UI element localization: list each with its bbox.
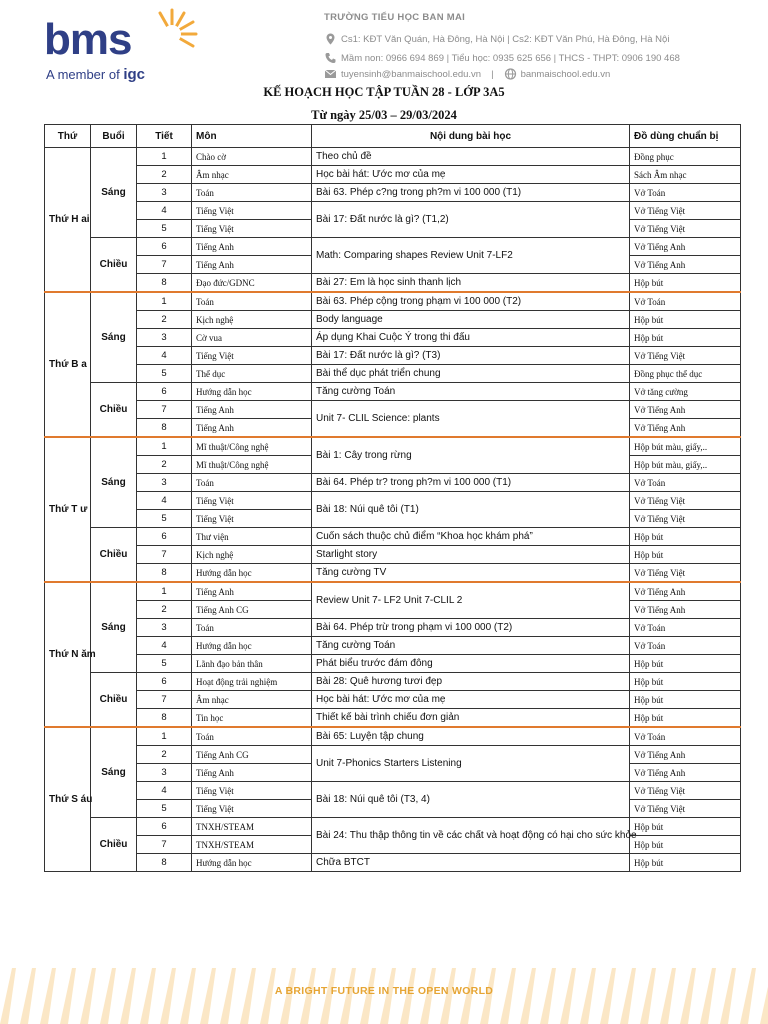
subject-cell: Tiếng Anh bbox=[192, 401, 312, 419]
period-cell: 3 bbox=[137, 619, 192, 637]
email-text[interactable]: tuyensinh@banmaischool.edu.vn bbox=[341, 68, 482, 80]
materials-cell: Hộp bút bbox=[630, 709, 741, 728]
materials-cell: Sách Âm nhạc bbox=[630, 166, 741, 184]
header-day: Thứ bbox=[45, 125, 91, 148]
website-text[interactable]: banmaischool.edu.vn bbox=[520, 68, 611, 80]
materials-cell: Vở Tiếng Việt bbox=[630, 202, 741, 220]
period-cell: 7 bbox=[137, 546, 192, 564]
period-cell: 8 bbox=[137, 854, 192, 872]
day-cell: Thứ H ai bbox=[45, 148, 91, 293]
subject-cell: Chào cờ bbox=[192, 148, 312, 166]
period-cell: 1 bbox=[137, 727, 192, 746]
materials-cell: Hộp bút bbox=[630, 673, 741, 691]
subject-cell: Lãnh đạo bản thân bbox=[192, 655, 312, 673]
materials-cell: Vở tăng cường bbox=[630, 383, 741, 401]
period-cell: 4 bbox=[137, 637, 192, 655]
subject-cell: Âm nhạc bbox=[192, 166, 312, 184]
materials-cell: Vở Tiếng Anh bbox=[630, 601, 741, 619]
period-cell: 8 bbox=[137, 419, 192, 438]
materials-cell: Vở Tiếng Anh bbox=[630, 256, 741, 274]
table-row bbox=[45, 582, 741, 601]
table-row bbox=[45, 854, 741, 872]
session-cell: Sáng bbox=[91, 437, 137, 528]
materials-cell: Hộp bút bbox=[630, 311, 741, 329]
period-cell: 1 bbox=[137, 292, 192, 311]
period-cell: 7 bbox=[137, 256, 192, 274]
subject-cell: Thư viện bbox=[192, 528, 312, 546]
table-row bbox=[45, 673, 741, 691]
table-row bbox=[45, 637, 741, 655]
bms-logo bbox=[44, 16, 204, 86]
period-cell: 4 bbox=[137, 492, 192, 510]
table-header-row bbox=[45, 125, 741, 148]
materials-cell: Vở Tiếng Việt bbox=[630, 510, 741, 528]
period-cell: 7 bbox=[137, 836, 192, 854]
table-row bbox=[45, 782, 741, 800]
subject-cell: Hướng dẫn học bbox=[192, 637, 312, 655]
subject-cell: Tiếng Anh bbox=[192, 764, 312, 782]
subject-cell: Mĩ thuật/Công nghệ bbox=[192, 456, 312, 474]
subject-cell: Đạo đức/GDNC bbox=[192, 274, 312, 293]
header-period: Tiết bbox=[137, 125, 192, 148]
subject-cell: Tiếng Việt bbox=[192, 492, 312, 510]
materials-cell: Đồng phục bbox=[630, 148, 741, 166]
session-cell: Chiều bbox=[91, 818, 137, 872]
lesson-content-cell: Bài 27: Em là học sinh thanh lịch bbox=[312, 274, 630, 293]
materials-cell: Đồng phục thể dục bbox=[630, 365, 741, 383]
period-cell: 6 bbox=[137, 238, 192, 256]
materials-cell: Vở Tiếng Việt bbox=[630, 800, 741, 818]
table-row bbox=[45, 202, 741, 220]
table-row bbox=[45, 166, 741, 184]
materials-cell: Hộp bút bbox=[630, 528, 741, 546]
table-row bbox=[45, 383, 741, 401]
materials-cell: Hộp bút bbox=[630, 329, 741, 347]
subject-cell: Tiếng Việt bbox=[192, 220, 312, 238]
lesson-content-cell: Thiết kế bài trình chiếu đơn giản bbox=[312, 709, 630, 728]
lesson-content-cell: Bài 65: Luyện tập chung bbox=[312, 727, 630, 746]
table-row bbox=[45, 238, 741, 256]
lesson-content-cell: Áp dụng Khai Cuộc Ý trong thi đấu bbox=[312, 329, 630, 347]
subject-cell: Toán bbox=[192, 727, 312, 746]
phone-line bbox=[324, 52, 680, 64]
table-row bbox=[45, 311, 741, 329]
period-cell: 5 bbox=[137, 800, 192, 818]
subject-cell: Tiếng Việt bbox=[192, 202, 312, 220]
table-row bbox=[45, 655, 741, 673]
table-row bbox=[45, 709, 741, 728]
subject-cell: Toán bbox=[192, 619, 312, 637]
materials-cell: Vở Tiếng Anh bbox=[630, 764, 741, 782]
day-cell: Thứ B a bbox=[45, 292, 91, 437]
materials-cell: Hộp bút bbox=[630, 854, 741, 872]
period-cell: 5 bbox=[137, 220, 192, 238]
subject-cell: Tiếng Việt bbox=[192, 782, 312, 800]
lesson-content-cell: Bài thể dục phát triển chung bbox=[312, 365, 630, 383]
page-header bbox=[0, 0, 768, 82]
materials-cell: Hộp bút bbox=[630, 818, 741, 836]
separator: | bbox=[491, 68, 494, 80]
period-cell: 8 bbox=[137, 709, 192, 728]
header-content: Nội dung bài học bbox=[312, 125, 630, 148]
subject-cell: Tiếng Anh CG bbox=[192, 746, 312, 764]
session-cell: Chiều bbox=[91, 238, 137, 293]
lesson-content-cell: Tăng cường TV bbox=[312, 564, 630, 583]
table-row bbox=[45, 365, 741, 383]
materials-cell: Hộp bút màu, giấy,.. bbox=[630, 456, 741, 474]
day-cell: Thứ S áu bbox=[45, 727, 91, 872]
period-cell: 6 bbox=[137, 673, 192, 691]
materials-cell: Hộp bút bbox=[630, 691, 741, 709]
period-cell: 2 bbox=[137, 311, 192, 329]
page-title: KẾ HOẠCH HỌC TẬP TUẦN 28 - LỚP 3A5 bbox=[263, 85, 505, 99]
session-cell: Sáng bbox=[91, 582, 137, 673]
materials-cell: Hộp bút màu, giấy,.. bbox=[630, 437, 741, 456]
subject-cell: Âm nhạc bbox=[192, 691, 312, 709]
period-cell: 2 bbox=[137, 601, 192, 619]
day-cell: Thứ N ăm bbox=[45, 582, 91, 727]
session-cell: Sáng bbox=[91, 727, 137, 818]
header-subject: Môn bbox=[192, 125, 312, 148]
logo-tagline bbox=[46, 66, 145, 83]
period-cell: 6 bbox=[137, 383, 192, 401]
materials-cell: Vở Toán bbox=[630, 292, 741, 311]
subject-cell: Tiếng Anh bbox=[192, 256, 312, 274]
table-row bbox=[45, 148, 741, 166]
phone-icon bbox=[324, 52, 337, 64]
materials-cell: Vở Tiếng Anh bbox=[630, 419, 741, 438]
materials-cell: Vở Toán bbox=[630, 474, 741, 492]
igc-brand: igc bbox=[123, 66, 146, 83]
table-row bbox=[45, 619, 741, 637]
materials-cell: Vở Tiếng Việt bbox=[630, 564, 741, 583]
materials-cell: Vở Tiếng Anh bbox=[630, 746, 741, 764]
table-row bbox=[45, 746, 741, 764]
subject-cell: Thể dục bbox=[192, 365, 312, 383]
materials-cell: Vở Tiếng Việt bbox=[630, 220, 741, 238]
subject-cell: Kịch nghệ bbox=[192, 311, 312, 329]
table-row bbox=[45, 564, 741, 583]
day-cell: Thứ T ư bbox=[45, 437, 91, 582]
lesson-content-cell: Bài 1: Cây trong rừng bbox=[312, 437, 630, 474]
lesson-content-cell: Bài 64. Phép tr? trong ph?m vi 100 000 (T1) bbox=[312, 474, 630, 492]
session-cell: Sáng bbox=[91, 148, 137, 238]
lesson-content-cell: Học bài hát: Ước mơ của mẹ bbox=[312, 166, 630, 184]
subject-cell: Tiếng Việt bbox=[192, 510, 312, 528]
subject-cell: Hướng dẫn học bbox=[192, 564, 312, 583]
period-cell: 7 bbox=[137, 691, 192, 709]
logo-tagline-prefix: A member of bbox=[46, 67, 120, 82]
table-row bbox=[45, 184, 741, 202]
period-cell: 1 bbox=[137, 148, 192, 166]
lesson-content-cell: Bài 63. Phép c?ng trong ph?m vi 100 000 (T1) bbox=[312, 184, 630, 202]
period-cell: 5 bbox=[137, 655, 192, 673]
materials-cell: Vở Tiếng Anh bbox=[630, 582, 741, 601]
subject-cell: Tiếng Anh bbox=[192, 419, 312, 438]
address-text: Cs1: KĐT Văn Quán, Hà Đông, Hà Nội | Cs2: KĐT Văn Phú, Hà Đông, Hà Nội bbox=[341, 33, 670, 45]
period-cell: 3 bbox=[137, 184, 192, 202]
lesson-content-cell: Tăng cường Toán bbox=[312, 637, 630, 655]
period-cell: 2 bbox=[137, 746, 192, 764]
subject-cell: Tiếng Việt bbox=[192, 800, 312, 818]
materials-cell: Vở Tiếng Việt bbox=[630, 347, 741, 365]
lesson-content-cell: Cuốn sách thuộc chủ điểm “Khoa học khám phá” bbox=[312, 528, 630, 546]
phone-text: Mầm non: 0966 694 869 | Tiểu học: 0935 625 656 | THCS - THPT: 0906 190 468 bbox=[341, 52, 680, 64]
period-cell: 4 bbox=[137, 347, 192, 365]
footer-slogan: A BRIGHT FUTURE IN THE OPEN WORLD bbox=[274, 985, 494, 997]
subject-cell: TNXH/STEAM bbox=[192, 818, 312, 836]
period-cell: 3 bbox=[137, 474, 192, 492]
subject-cell: Hướng dẫn học bbox=[192, 383, 312, 401]
table-row bbox=[45, 437, 741, 456]
materials-cell: Hộp bút bbox=[630, 546, 741, 564]
table-row bbox=[45, 347, 741, 365]
email-web-line bbox=[324, 68, 610, 80]
period-cell: 4 bbox=[137, 202, 192, 220]
subject-cell: Hướng dẫn học bbox=[192, 854, 312, 872]
lesson-content-cell: Starlight story bbox=[312, 546, 630, 564]
period-cell: 3 bbox=[137, 329, 192, 347]
session-cell: Chiều bbox=[91, 673, 137, 728]
date-range: Từ ngày 25/03 – 29/03/2024 bbox=[311, 108, 457, 122]
period-cell: 1 bbox=[137, 437, 192, 456]
subject-cell: Mĩ thuật/Công nghệ bbox=[192, 437, 312, 456]
period-cell: 4 bbox=[137, 782, 192, 800]
table-row bbox=[45, 401, 741, 419]
table-row bbox=[45, 329, 741, 347]
header-materials: Đồ dùng chuẩn bị bbox=[630, 125, 741, 148]
lesson-content-cell: Học bài hát: Ước mơ của mẹ bbox=[312, 691, 630, 709]
period-cell: 8 bbox=[137, 564, 192, 583]
period-cell: 2 bbox=[137, 166, 192, 184]
subject-cell: Toán bbox=[192, 184, 312, 202]
subject-cell: Hoạt động trải nghiệm bbox=[192, 673, 312, 691]
table-row bbox=[45, 274, 741, 293]
lesson-content-cell: Review Unit 7- LF2 Unit 7-CLIL 2 bbox=[312, 582, 630, 619]
subject-cell: Toán bbox=[192, 474, 312, 492]
subject-cell: Kịch nghệ bbox=[192, 546, 312, 564]
subject-cell: Tiếng Anh bbox=[192, 238, 312, 256]
page-footer bbox=[0, 960, 768, 1024]
lesson-content-cell: Phát biểu trước đám đông bbox=[312, 655, 630, 673]
header-session: Buổi bbox=[91, 125, 137, 148]
materials-cell: Hộp bút bbox=[630, 836, 741, 854]
table-row bbox=[45, 546, 741, 564]
subject-cell: Toán bbox=[192, 292, 312, 311]
lesson-content-cell: Unit 7-Phonics Starters Listening bbox=[312, 746, 630, 782]
period-cell: 8 bbox=[137, 274, 192, 293]
period-cell: 3 bbox=[137, 764, 192, 782]
materials-cell: Vở Toán bbox=[630, 619, 741, 637]
weekly-plan-table bbox=[44, 124, 741, 872]
period-cell: 5 bbox=[137, 365, 192, 383]
materials-cell: Vở Tiếng Anh bbox=[630, 401, 741, 419]
table-row bbox=[45, 691, 741, 709]
lesson-content-cell: Chữa BTCT bbox=[312, 854, 630, 872]
subject-cell: Tiếng Anh CG bbox=[192, 601, 312, 619]
lesson-content-cell: Tăng cường Toán bbox=[312, 383, 630, 401]
location-pin-icon bbox=[324, 33, 337, 45]
table-body bbox=[45, 148, 741, 872]
logo-wordmark: bms bbox=[44, 15, 132, 64]
subject-cell: Cờ vua bbox=[192, 329, 312, 347]
session-cell: Sáng bbox=[91, 292, 137, 383]
lesson-content-cell: Bài 24: Thu thập thông tin về các chất và hoạt động có hại cho sức khỏe bbox=[312, 818, 630, 854]
lesson-content-cell: Unit 7- CLIL Science: plants bbox=[312, 401, 630, 438]
table-row bbox=[45, 292, 741, 311]
lesson-content-cell: Bài 18: Núi quê tôi (T1) bbox=[312, 492, 630, 528]
session-cell: Chiều bbox=[91, 528, 137, 583]
period-cell: 2 bbox=[137, 456, 192, 474]
materials-cell: Vở Tiếng Anh bbox=[630, 238, 741, 256]
lesson-content-cell: Bài 18: Núi quê tôi (T3, 4) bbox=[312, 782, 630, 818]
lesson-content-cell: Body language bbox=[312, 311, 630, 329]
session-cell: Chiều bbox=[91, 383, 137, 438]
table-row bbox=[45, 528, 741, 546]
globe-icon bbox=[504, 68, 517, 80]
materials-cell: Vở Tiếng Việt bbox=[630, 782, 741, 800]
subject-cell: Tiếng Anh bbox=[192, 582, 312, 601]
lesson-content-cell: Bài 17: Đất nước là gì? (T3) bbox=[312, 347, 630, 365]
table-row bbox=[45, 474, 741, 492]
period-cell: 6 bbox=[137, 528, 192, 546]
school-name: TRƯỜNG TIỂU HỌC BAN MAI bbox=[324, 12, 466, 23]
email-icon bbox=[324, 68, 337, 80]
materials-cell: Vở Toán bbox=[630, 727, 741, 746]
lesson-content-cell: Theo chủ đề bbox=[312, 148, 630, 166]
table-row bbox=[45, 727, 741, 746]
sun-icon bbox=[142, 4, 202, 64]
materials-cell: Hộp bút bbox=[630, 655, 741, 673]
materials-cell: Vở Toán bbox=[630, 184, 741, 202]
subject-cell: TNXH/STEAM bbox=[192, 836, 312, 854]
period-cell: 5 bbox=[137, 510, 192, 528]
lesson-content-cell: Bài 64. Phép trừ trong phạm vi 100 000 (T2) bbox=[312, 619, 630, 637]
subject-cell: Tiếng Việt bbox=[192, 347, 312, 365]
materials-cell: Vở Tiếng Việt bbox=[630, 492, 741, 510]
lesson-content-cell: Bài 17: Đất nước là gì? (T1,2) bbox=[312, 202, 630, 238]
address-line bbox=[324, 33, 669, 45]
lesson-content-cell: Bài 63. Phép cộng trong phạm vi 100 000 (T2) bbox=[312, 292, 630, 311]
table-row bbox=[45, 818, 741, 836]
period-cell: 6 bbox=[137, 818, 192, 836]
lesson-content-cell: Bài 28: Quê hương tươi đẹp bbox=[312, 673, 630, 691]
period-cell: 1 bbox=[137, 582, 192, 601]
period-cell: 7 bbox=[137, 401, 192, 419]
materials-cell: Vở Toán bbox=[630, 637, 741, 655]
subject-cell: Tin học bbox=[192, 709, 312, 728]
table-row bbox=[45, 492, 741, 510]
materials-cell: Hộp bút bbox=[630, 274, 741, 293]
lesson-content-cell: Math: Comparing shapes Review Unit 7-LF2 bbox=[312, 238, 630, 274]
